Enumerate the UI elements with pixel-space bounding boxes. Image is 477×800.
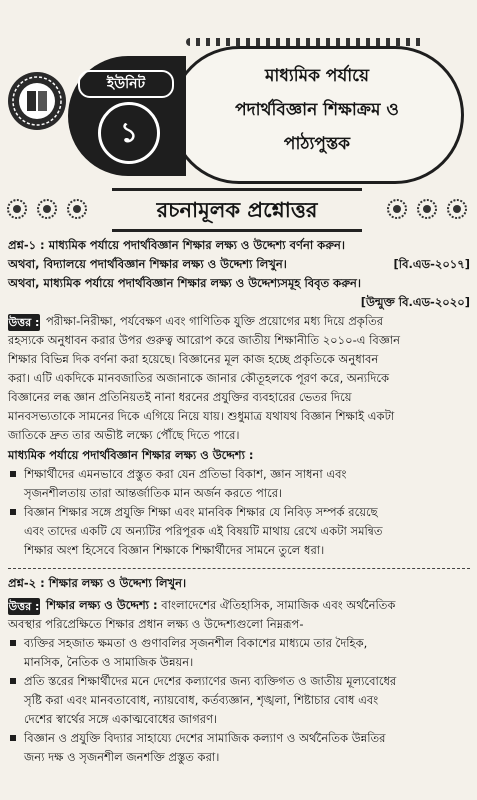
ornament-icon (6, 198, 28, 220)
answer-1-label: উত্তর : (8, 316, 40, 329)
question-1-text: মাধ্যমিক পর্যায়ে পদার্থবিজ্ঞান শিক্ষার লক্ষ্য ও উদ্দেশ্য বর্ণনা করুন। (48, 238, 346, 252)
answer-2-line: বাংলাদেশের ঐতিহাসিক, সামাজিক এবং অর্থনৈতিক (161, 598, 396, 612)
answer-2-bullet-line: প্রতি স্তরের শিক্ষার্থীদের মনে দেশের কল্যাণের জন্য ব্যক্তিগত ও জাতীয় মূল্যবোধের (24, 674, 397, 688)
unit-number: ১ (98, 102, 160, 164)
answer-1-line: জাতিকে দ্রুত তার অভীষ্ট লক্ষ্যে পৌঁছে দিতে পারে। (8, 428, 240, 442)
answer-2-line: অবস্থার পরিপ্রেক্ষিতে শিক্ষার প্রধান লক্ষ্য ও উদ্দেশ্যগুলো নিম্নরূপ- (8, 617, 304, 631)
ornament-icon (386, 198, 408, 220)
answer-2-lead: শিক্ষার লক্ষ্য ও উদ্দেশ্য : (46, 598, 158, 612)
divider (8, 568, 470, 569)
chapter-title-box (170, 46, 464, 184)
answer-1-line: বিজ্ঞানের লব্ধ জ্ঞান প্রতিনিয়তই নানা ধরনের প্রযুক্তির ব্যবহারের ভেতর দিয়ে (8, 390, 352, 404)
ornament-icon (416, 198, 438, 220)
chapter-title-line-2: পদার্থবিজ্ঞান শিক্ষাক্রম ও (235, 100, 399, 120)
answer-1-bullet-line: শিক্ষার অংশ হিসেবে বিজ্ঞান শিক্ষাকে শিক্ষার্থীদের সামনে তুলে ধরা। (24, 543, 325, 557)
bullet-icon (10, 640, 16, 646)
question-1 (8, 236, 470, 255)
answer-2-bullet-line: দেশের স্বার্থের সঙ্গে একাত্মবোধের জাগরণ। (24, 712, 218, 726)
bullet-icon (10, 678, 16, 684)
answer-1-line: রহস্যকে অনুধাবন করার উপর গুরুত্ব আরোপ করে জাতীয় শিক্ষানীতি ২০১০-এ বিজ্ঞান (8, 333, 401, 347)
answer-1-bullet-line: শিক্ষার্থীদের এমনভাবে প্রস্তুত করা যেন প্রতিভা বিকাশ, জ্ঞান সাধনা এবং (24, 467, 347, 481)
question-1-alt-2: অথবা, মাধ্যমিক পর্যায়ে পদার্থবিজ্ঞান শিক্ষার লক্ষ্য ও উদ্দেশ্যসমূহ বিবৃত করুন। (8, 276, 362, 290)
header-scallop-border (186, 38, 426, 46)
question-2-label: প্রশ্ন-২ : (8, 576, 45, 590)
section-title: রচনামূলক প্রশ্নোত্তর (112, 188, 362, 232)
question-1-alt-1-text: অথবা, বিদ্যালয়ে পদার্থবিজ্ঞান শিক্ষার লক্ষ্য ও উদ্দেশ্য লিখুন। (8, 257, 287, 271)
ornament-icon (446, 198, 468, 220)
question-2-text: শিক্ষার লক্ষ্য ও উদ্দেশ্য লিখুন। (48, 576, 187, 590)
ornament-icon (66, 198, 88, 220)
answer-2-first-line (46, 596, 470, 615)
answer-1-subheading: মাধ্যমিক পর্যায়ে পদার্থবিজ্ঞান শিক্ষার লক্ষ্য ও উদ্দেশ্য : (8, 448, 254, 462)
bullet-icon (10, 471, 16, 477)
answer-2-bullet-line: বিজ্ঞান ও প্রযুক্তি বিদ্যার সাহায্যে দেশের সামাজিক কল্যাণ ও অর্থনৈতিক উন্নতির (24, 731, 386, 745)
unit-label: ইউনিট (78, 70, 174, 98)
question-1-alt-1-ref: [বি.এড-২০১৭] (393, 257, 470, 271)
answer-2-bullet-line: সৃষ্টি করা এবং মানবতাবোধ, ন্যায়বোধ, কর্তব্যজ্ঞান, শৃঙ্খলা, শিষ্টাচার বোধ এবং (24, 693, 379, 707)
book-emblem-icon (6, 70, 68, 132)
question-1-alt-2-ref: [উন্মুক্ত বি.এড-২০২০] (360, 295, 470, 309)
question-1-label: প্রশ্ন-১ : (8, 238, 45, 252)
answer-1-line: করা। এটি একদিকে মানবজাতির অজানাকে জানার কৌতূহলকে পূরণ করে, অন্যদিকে (8, 371, 390, 385)
unit-badge (68, 56, 186, 176)
answer-1-line: মানবসভ্যতাকে সামনের দিকে এগিয়ে নিয়ে যায়। শুধুমাত্র যথাযথ বিজ্ঞান শিক্ষাই একটা (8, 409, 395, 423)
answer-2-bullet-line: মানসিক, নৈতিক ও সামাজিক উন্নয়ন। (24, 655, 194, 669)
answer-1-line: শিক্ষার বিভিন্ন দিক বর্ণনা করা হয়েছে। বিজ্ঞানের মূল কাজ হচ্ছে প্রকৃতিকে অনুধাবন (8, 352, 379, 366)
answer-2-label: উত্তর : (8, 600, 40, 613)
question-2 (8, 574, 470, 593)
question-1-alt-1 (8, 255, 470, 274)
answer-1-bullet-line: এবং তাদের একটি যে অন্যটির পরিপূরক এই বিষয়টি মাথায় রেখে একটা সমন্বিত (24, 524, 383, 538)
ornament-icon (36, 198, 58, 220)
answer-1-bullet-line: সৃজনশীলতায় তারা আন্তর্জাতিক মান অর্জন করতে পারে। (24, 486, 283, 500)
answer-1-line: পরীক্ষা-নিরীক্ষা, পর্যবেক্ষণ এবং গাণিতিক যুক্তি প্রয়োগের মধ্য দিয়ে প্রকৃতির (46, 314, 384, 328)
answer-2-bullet-line: জন্য দক্ষ ও সৃজনশীল জনশক্তি প্রস্তুত করা। (24, 750, 220, 764)
answer-1-bullet-line: বিজ্ঞান শিক্ষার সঙ্গে প্রযুক্তি শিক্ষা এবং মানবিক শিক্ষার যে নিবিড় সম্পর্ক রয়েছে (24, 505, 378, 519)
chapter-title-line-1: মাধ্যমিক পর্যায়ে (264, 66, 370, 86)
chapter-title-line-3: পাঠ্যপুস্তক (283, 134, 351, 154)
answer-2-bullet-line: ব্যক্তির সহজাত ক্ষমতা ও গুণাবলির সৃজনশীল বিকাশের মাধ্যমে তার দৈহিক, (24, 636, 368, 650)
bullet-icon (10, 735, 16, 741)
bullet-icon (10, 509, 16, 515)
